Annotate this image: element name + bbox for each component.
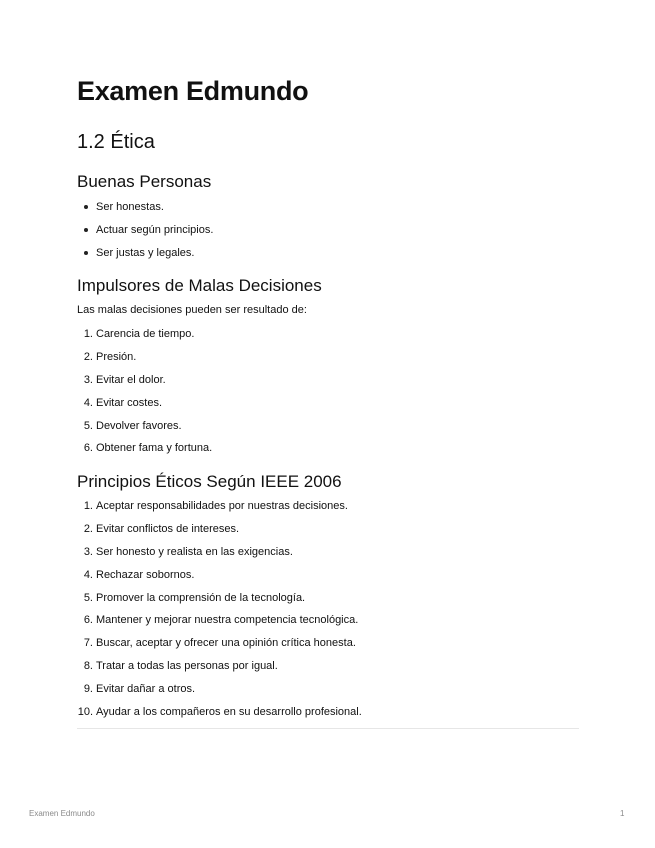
list-item-text: Evitar costes. bbox=[96, 396, 163, 409]
list-item-text: Carencia de tiempo. bbox=[96, 328, 195, 340]
list-item-text: Evitar dañar a otros. bbox=[96, 683, 196, 696]
list-item bbox=[77, 223, 213, 246]
list-number: 8. bbox=[83, 660, 93, 673]
list-item bbox=[77, 350, 212, 373]
footer-page-number: 1 bbox=[620, 809, 625, 818]
list-item-text: Ayudar a los compañeros en su desarrollo profesional. bbox=[96, 706, 362, 719]
list-item bbox=[77, 327, 212, 350]
bullet-icon bbox=[84, 228, 88, 232]
good-people-heading: Buenas Personas bbox=[77, 172, 212, 191]
list-item-text: Presión. bbox=[96, 350, 137, 363]
page-title: Examen Edmundo bbox=[77, 76, 309, 106]
list-item bbox=[77, 246, 213, 269]
list-item-text: Ser honestas. bbox=[96, 201, 164, 213]
list-item bbox=[77, 636, 362, 659]
footer-document-name: Examen Edmundo bbox=[29, 809, 95, 818]
list-number: 9. bbox=[83, 683, 93, 696]
list-item-text: Tratar a todas las personas por igual. bbox=[96, 660, 278, 673]
list-item bbox=[77, 396, 212, 419]
list-number: 6. bbox=[83, 442, 93, 455]
ieee-principles-list bbox=[77, 499, 362, 728]
list-item-text: Mantener y mejorar nuestra competencia tecnológica. bbox=[96, 614, 359, 627]
bad-decisions-list bbox=[77, 327, 212, 464]
list-item bbox=[77, 373, 212, 396]
list-item bbox=[77, 545, 362, 568]
list-item bbox=[77, 591, 362, 614]
list-item bbox=[77, 682, 362, 705]
list-item-text: Promover la comprensión de la tecnología. bbox=[96, 591, 306, 604]
good-people-list bbox=[77, 200, 213, 269]
list-number: 5. bbox=[83, 419, 93, 432]
list-item bbox=[77, 522, 362, 545]
list-number: 3. bbox=[83, 545, 93, 558]
list-item-text: Buscar, aceptar y ofrecer una opinión crítica honesta. bbox=[96, 637, 356, 650]
list-number: 2. bbox=[83, 350, 93, 363]
list-item bbox=[77, 568, 362, 591]
bad-decisions-heading: Impulsores de Malas Decisiones bbox=[77, 276, 322, 295]
list-number: 2. bbox=[83, 522, 93, 535]
list-item bbox=[77, 499, 362, 522]
list-number: 1. bbox=[83, 328, 93, 340]
list-item-text: Aceptar responsabilidades por nuestras decisiones. bbox=[96, 500, 348, 512]
list-number: 3. bbox=[83, 373, 93, 386]
end-divider bbox=[77, 728, 579, 729]
list-item bbox=[77, 613, 362, 636]
list-item-text: Ser honesto y realista en las exigencias. bbox=[96, 545, 293, 558]
list-number: 4. bbox=[83, 396, 93, 409]
list-number: 10. bbox=[77, 706, 93, 719]
bad-decisions-intro: Las malas decisiones pueden ser resultado de: bbox=[77, 304, 307, 316]
list-item bbox=[77, 659, 362, 682]
list-item bbox=[77, 200, 213, 223]
list-item-text: Devolver favores. bbox=[96, 419, 182, 432]
list-item bbox=[77, 705, 362, 728]
list-item bbox=[77, 441, 212, 464]
list-number: 6. bbox=[83, 614, 93, 627]
ieee-principles-heading: Principios Éticos Según IEEE 2006 bbox=[77, 472, 342, 491]
list-number: 1. bbox=[83, 500, 93, 512]
list-item bbox=[77, 419, 212, 442]
bullet-icon bbox=[84, 251, 88, 255]
list-number: 5. bbox=[83, 591, 93, 604]
bullet-icon bbox=[84, 205, 88, 209]
list-item-text: Evitar conflictos de intereses. bbox=[96, 522, 240, 535]
list-item-text: Evitar el dolor. bbox=[96, 373, 166, 386]
list-item-text: Ser justas y legales. bbox=[96, 246, 195, 259]
list-item-text: Obtener fama y fortuna. bbox=[96, 442, 213, 455]
list-item-text: Actuar según principios. bbox=[96, 223, 214, 236]
list-number: 4. bbox=[83, 568, 93, 581]
list-number: 7. bbox=[83, 637, 93, 650]
section-title: 1.2 Ética bbox=[77, 131, 155, 153]
list-item-text: Rechazar sobornos. bbox=[96, 568, 195, 581]
